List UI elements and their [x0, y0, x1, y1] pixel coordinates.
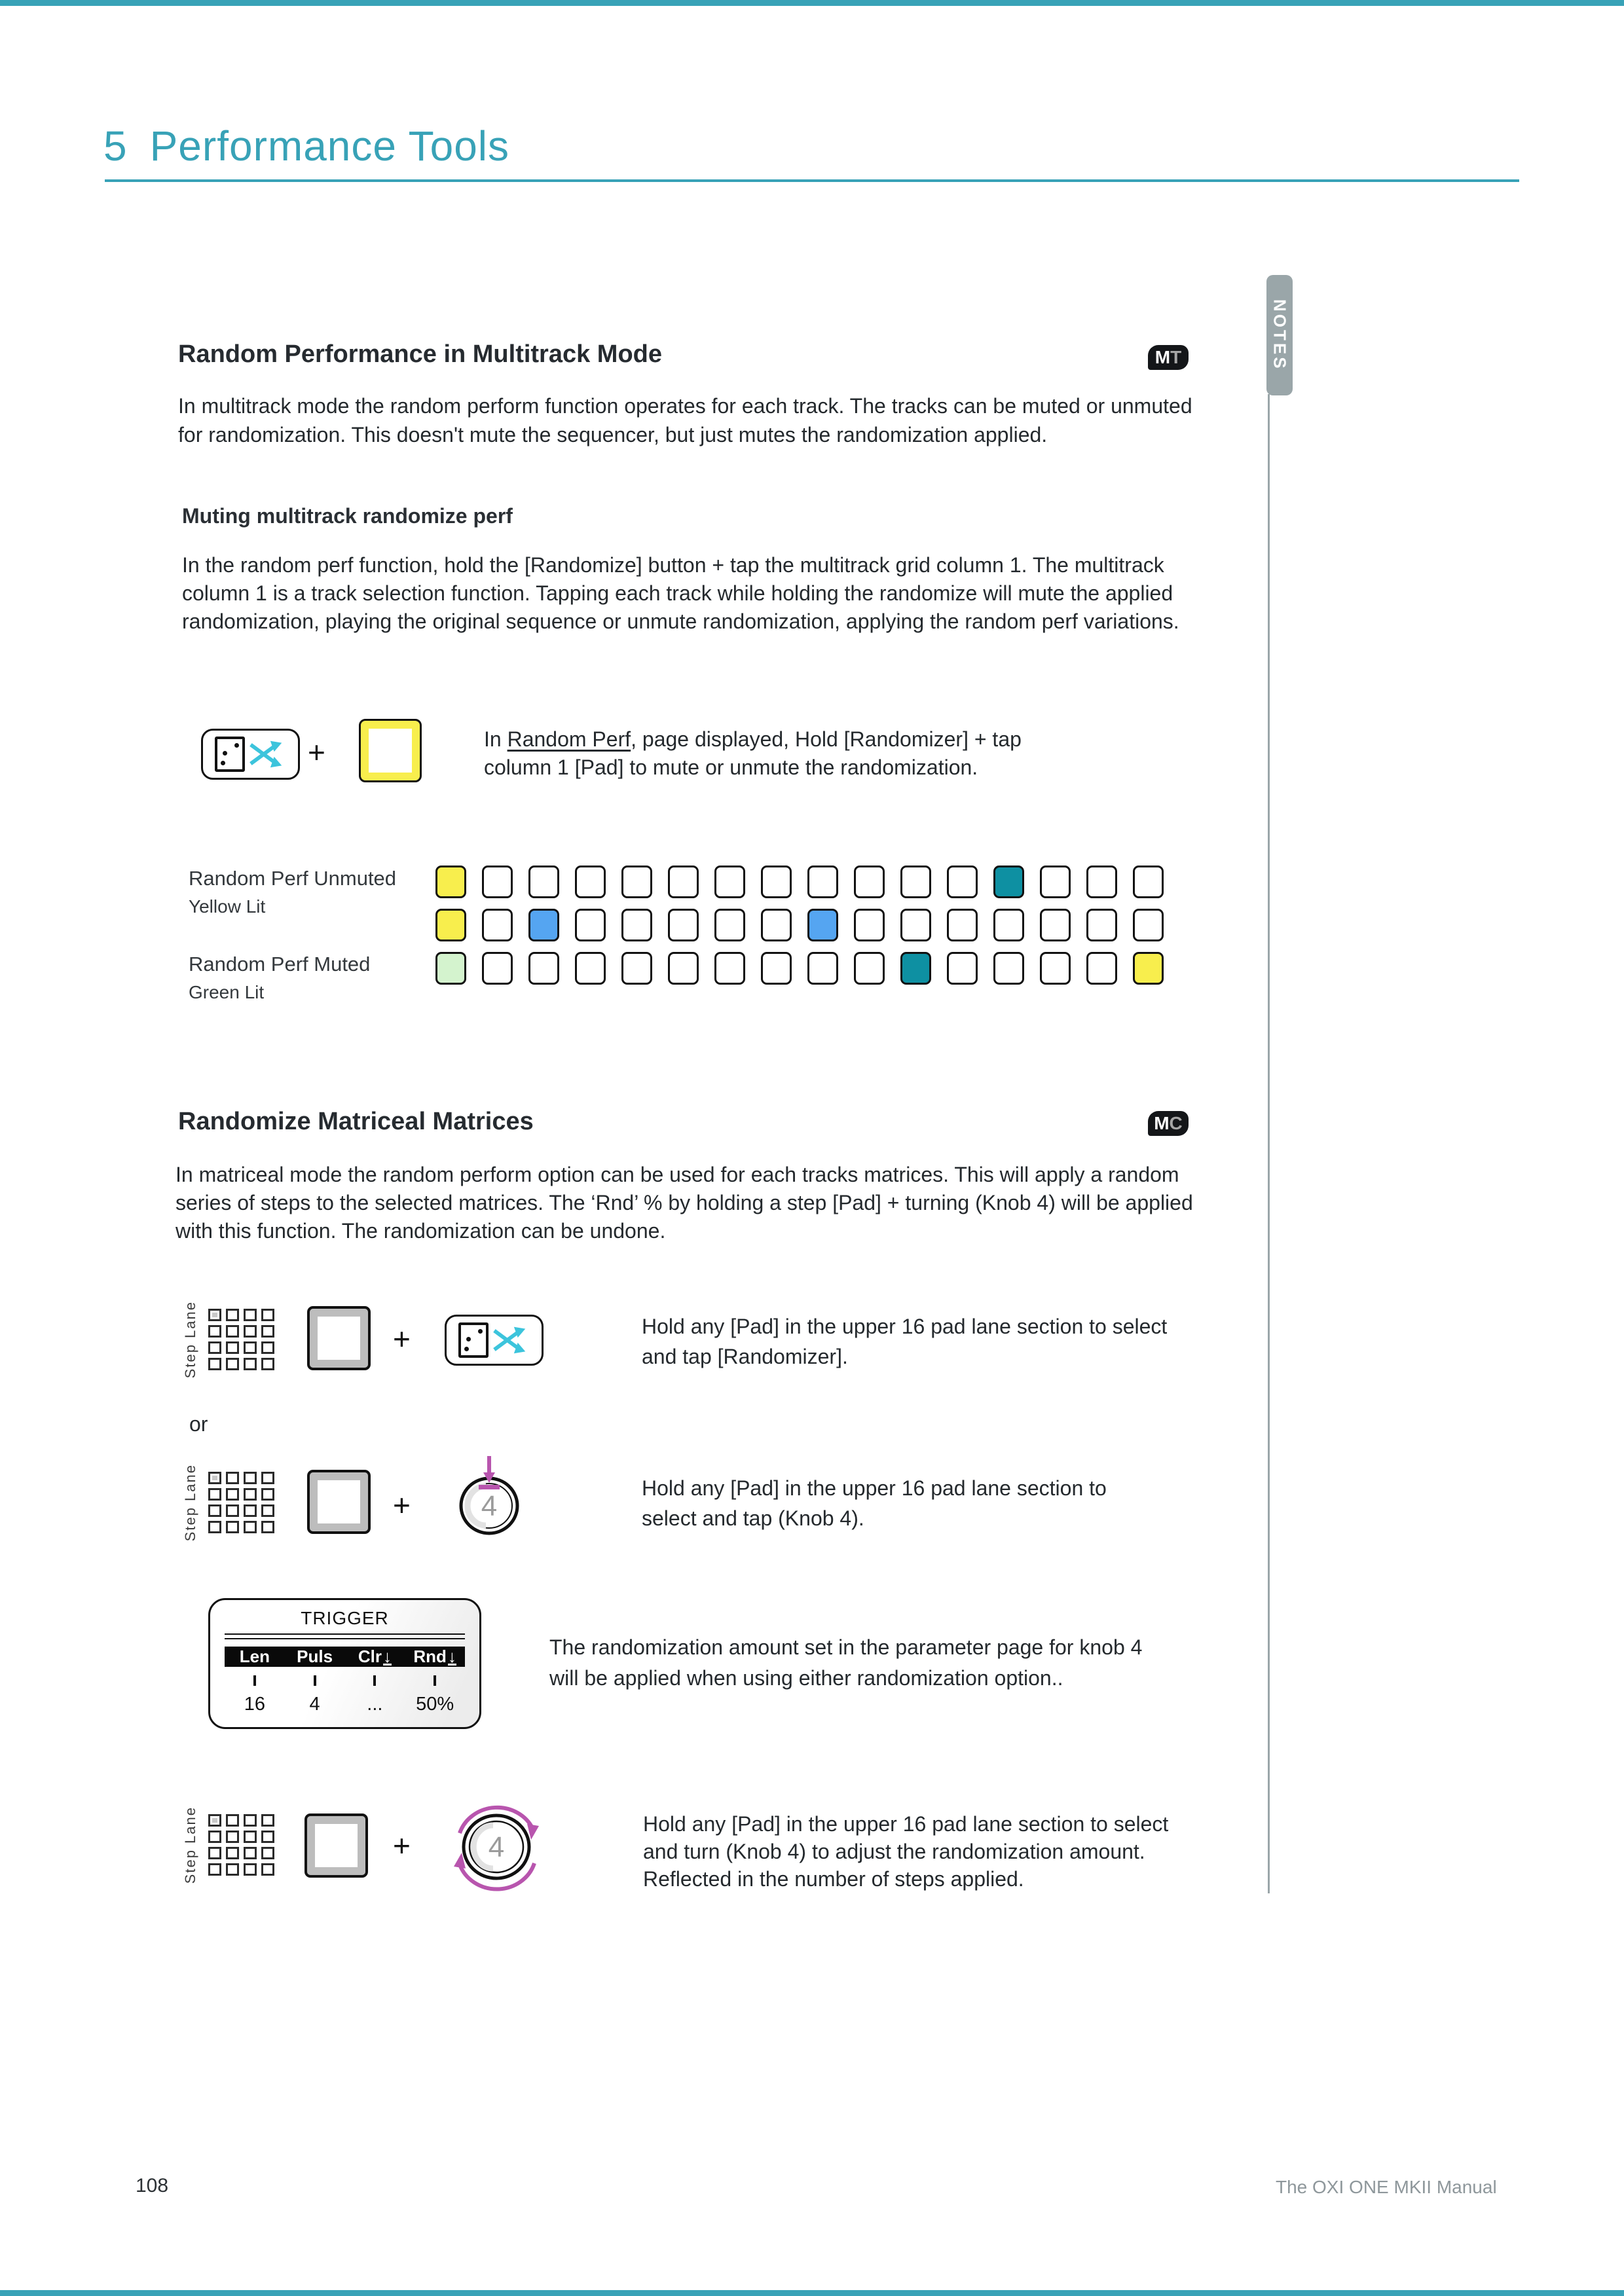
step-cell	[226, 1358, 239, 1370]
chapter-title	[103, 122, 509, 170]
caption-randomizer: Hold any [Pad] in the upper 16 pad lane section to select and tap [Randomizer].	[642, 1315, 1168, 1368]
pad-yellow	[1133, 952, 1164, 985]
step-cell	[226, 1488, 239, 1501]
pad-white	[714, 909, 745, 941]
step-cell	[261, 1504, 274, 1517]
step-cell	[244, 1521, 257, 1533]
yellow-pad-icon	[359, 719, 422, 782]
pad-teal	[993, 866, 1024, 898]
trigger-tick-cell	[405, 1675, 465, 1686]
multitrack-intro-paragraph: In multitrack mode the random perform function operates for each track. The tracks can be muted or unmuted for randomization. This doesn't mute the sequencer, but just mutes the randomization applied.	[178, 394, 1192, 446]
pad-white	[1040, 866, 1071, 898]
step-cell	[261, 1521, 274, 1533]
mode-badge-mt	[1148, 345, 1189, 370]
pad-blue	[528, 909, 559, 941]
legend-muted: Random Perf Muted	[189, 953, 371, 975]
page-number: 108	[136, 2175, 169, 2196]
notes-tab-label: NOTES	[1270, 299, 1290, 371]
step-cell	[261, 1831, 274, 1843]
step-cell	[261, 1358, 274, 1370]
pad-white	[947, 909, 978, 941]
pad-white	[807, 866, 838, 898]
section-heading-multitrack: Random Performance in Multitrack Mode	[178, 340, 663, 368]
step-cell	[226, 1309, 239, 1321]
pad-row	[435, 952, 1164, 985]
trigger-double-rule	[225, 1633, 465, 1639]
step-cell	[208, 1341, 221, 1354]
pad-icon	[307, 1470, 371, 1534]
trigger-param-label: Rnd↓	[413, 1647, 456, 1666]
plus-sign: +	[393, 1322, 411, 1356]
pad-white	[854, 909, 885, 941]
pad-white	[668, 866, 699, 898]
trigger-param-label: Clr↓	[358, 1647, 392, 1666]
step-cell	[208, 1358, 221, 1370]
trigger-param-label: Puls	[297, 1647, 333, 1666]
knob-number: 4	[488, 1831, 505, 1863]
randomizer-button-icon	[445, 1315, 544, 1366]
matriceal-intro-paragraph: In matriceal mode the random perform option can be used for each tracks matrices. This will apply a random series of steps to the selected matrices. The ‘Rnd’ % by holding a step [Pad] + turning (Knob 4) will be applied with this function. The randomization can be undone.	[175, 1163, 1193, 1243]
step-lane-label: Step Lane	[182, 1300, 198, 1379]
pad-white	[761, 909, 792, 941]
trigger-tick	[434, 1675, 436, 1686]
badge-letter: M	[1154, 1113, 1170, 1133]
step-cell	[244, 1309, 257, 1321]
step-lane-grid	[208, 1309, 274, 1370]
pad-white	[668, 952, 699, 985]
badge-letter-dim: T	[1170, 347, 1182, 367]
trigger-values	[225, 1694, 465, 1715]
pad-white	[714, 866, 745, 898]
step-cell	[244, 1831, 257, 1843]
bottom-edge-rule	[0, 2290, 1624, 2296]
trigger-tick	[253, 1675, 256, 1686]
step-cell	[244, 1504, 257, 1517]
pad-green	[435, 952, 466, 985]
step-cell	[226, 1325, 239, 1338]
trigger-param-value: 16	[244, 1694, 265, 1715]
pad-white	[854, 866, 885, 898]
pad-white	[1040, 952, 1071, 985]
step-cell	[208, 1488, 221, 1501]
pad-white	[993, 909, 1024, 941]
step-cell	[226, 1847, 239, 1859]
chapter-title-text: Performance Tools	[149, 122, 509, 170]
pad-white	[1086, 909, 1117, 941]
trigger-tick-cell	[345, 1675, 405, 1686]
pad-white	[761, 952, 792, 985]
trigger-ticks	[225, 1675, 465, 1686]
trigger-tick	[373, 1675, 376, 1686]
trigger-parameter-display	[208, 1598, 481, 1729]
subheading-muting: Muting multitrack randomize perf	[182, 504, 513, 528]
pad-white	[528, 866, 559, 898]
mode-badge-mc	[1148, 1111, 1189, 1136]
step-cell	[244, 1814, 257, 1827]
chapter-number: 5	[103, 122, 128, 170]
pad-white	[993, 952, 1024, 985]
caption-rest: , page displayed, Hold [Randomizer] + tap column 1 [Pad] to mute or unmute the randomization.	[484, 727, 1022, 779]
trigger-label-bar	[225, 1647, 465, 1667]
knob-4-turn-icon	[451, 1799, 542, 1893]
step-cell	[208, 1863, 221, 1876]
step-cell-selected	[208, 1472, 221, 1484]
step-lane-grid	[208, 1814, 274, 1876]
step-cell	[208, 1847, 221, 1859]
pad-white	[621, 909, 652, 941]
pad-white	[1133, 866, 1164, 898]
pad-white	[1133, 909, 1164, 941]
step-lane-label: Step Lane	[182, 1806, 198, 1884]
step-cell	[226, 1341, 239, 1354]
step-cell-selected	[208, 1814, 221, 1827]
badge-letter: M	[1154, 347, 1171, 367]
step-cell	[244, 1358, 257, 1370]
step-lane-group	[182, 1300, 274, 1379]
step-cell	[261, 1472, 274, 1484]
down-arrow-icon: ↓	[447, 1647, 456, 1666]
step-cell	[244, 1847, 257, 1859]
pad-white	[1086, 952, 1117, 985]
trigger-param-value: 4	[309, 1694, 320, 1715]
step-cell	[261, 1814, 274, 1827]
caption-prefix: In	[484, 727, 507, 751]
step-lane-group	[182, 1806, 274, 1884]
step-cell	[261, 1488, 274, 1501]
dice-icon	[215, 737, 245, 772]
pad-yellow	[435, 909, 466, 941]
shuffle-arrows-icon	[249, 739, 287, 769]
plus-sign: +	[308, 735, 325, 769]
top-edge-rule	[0, 0, 1624, 6]
plus-sign: +	[393, 1488, 411, 1522]
randomizer-button-icon	[201, 729, 300, 780]
caption-underlined: Random Perf	[507, 727, 631, 751]
random-perf-caption	[484, 725, 1093, 782]
title-underline	[105, 179, 1519, 182]
legend-green-lit: Green Lit	[189, 982, 265, 1002]
pad-white	[807, 952, 838, 985]
trigger-title: TRIGGER	[301, 1608, 389, 1628]
step-cell	[208, 1521, 221, 1533]
pad-white	[621, 952, 652, 985]
step-cell	[261, 1325, 274, 1338]
trigger-tick-cell	[285, 1675, 345, 1686]
knob-4-press-icon	[455, 1455, 524, 1540]
pad-icon	[307, 1306, 371, 1370]
pad-white	[900, 866, 931, 898]
step-cell	[244, 1472, 257, 1484]
trigger-tick-cell	[225, 1675, 285, 1686]
trigger-param-value: ...	[367, 1694, 383, 1715]
step-cell	[261, 1847, 274, 1859]
pad-white	[482, 866, 513, 898]
step-cell	[226, 1831, 239, 1843]
step-cell	[244, 1863, 257, 1876]
section-heading-matriceal: Randomize Matriceal Matrices	[178, 1108, 534, 1135]
step-cell	[244, 1341, 257, 1354]
step-cell	[226, 1504, 239, 1517]
step-cell	[244, 1325, 257, 1338]
pad-teal	[900, 952, 931, 985]
pad-white	[1086, 866, 1117, 898]
pad-white	[482, 952, 513, 985]
step-cell	[208, 1831, 221, 1843]
trigger-param-value: 50%	[416, 1694, 454, 1715]
pad-white	[947, 866, 978, 898]
step-cell	[208, 1325, 221, 1338]
plus-sign: +	[393, 1829, 411, 1863]
pad-white	[714, 952, 745, 985]
caption-knob-press: Hold any [Pad] in the upper 16 pad lane section to select and tap (Knob 4).	[642, 1476, 1107, 1530]
pad-blue	[807, 909, 838, 941]
muting-paragraph: In the random perf function, hold the [Randomize] button + tap the multitrack grid column 1. The multitrack column 1 is a track selection function. Tapping each track while holding the randomize will mute the applied randomization, playing the original sequence or unmute randomization, applying the random perf variations.	[182, 553, 1179, 633]
step-lane-group	[182, 1463, 274, 1542]
trigger-param-label: Len	[239, 1647, 270, 1666]
pad-yellow	[435, 866, 466, 898]
step-cell	[208, 1504, 221, 1517]
pad-white	[575, 952, 606, 985]
step-cell	[261, 1863, 274, 1876]
down-arrow-icon: ↓	[382, 1647, 392, 1666]
notes-side-line	[1268, 394, 1270, 1893]
step-cell	[226, 1814, 239, 1827]
notes-side-tab	[1266, 275, 1293, 395]
manual-title: The OXI ONE MKII Manual	[1276, 2177, 1497, 2197]
pad-white	[900, 909, 931, 941]
caption-knob-turn: Hold any [Pad] in the upper 16 pad lane section to select and turn (Knob 4) to adjust the randomization amount. Reflected in the number of steps applied.	[643, 1812, 1169, 1891]
knob-number: 4	[481, 1490, 498, 1522]
badge-letter-dim: C	[1169, 1113, 1183, 1133]
pad-white	[528, 952, 559, 985]
pad-white	[575, 866, 606, 898]
pad-white	[482, 909, 513, 941]
step-cell-selected	[208, 1309, 221, 1321]
pad-white	[668, 909, 699, 941]
pad-white	[575, 909, 606, 941]
step-cell	[261, 1309, 274, 1321]
caption-trigger: The randomization amount set in the parameter page for knob 4 will be applied when using either randomization option..	[549, 1635, 1143, 1690]
pad-white	[621, 866, 652, 898]
step-cell	[244, 1488, 257, 1501]
dice-icon	[458, 1322, 489, 1358]
shuffle-arrows-icon	[492, 1325, 530, 1355]
step-cell	[226, 1472, 239, 1484]
legend-unmuted: Random Perf Unmuted	[189, 867, 397, 890]
or-label: or	[189, 1412, 208, 1436]
step-lane-grid	[208, 1472, 274, 1533]
step-cell	[226, 1521, 239, 1533]
pad-white	[947, 952, 978, 985]
trigger-tick	[314, 1675, 316, 1686]
pad-white	[761, 866, 792, 898]
step-cell	[226, 1863, 239, 1876]
step-cell	[261, 1341, 274, 1354]
pad-row	[435, 866, 1164, 898]
legend-yellow-lit: Yellow Lit	[189, 896, 266, 917]
pad-white	[1040, 909, 1071, 941]
multitrack-pad-grid	[435, 866, 1164, 995]
pad-icon	[304, 1813, 368, 1878]
pad-row	[435, 909, 1164, 941]
step-lane-label: Step Lane	[182, 1463, 198, 1542]
pad-white	[854, 952, 885, 985]
